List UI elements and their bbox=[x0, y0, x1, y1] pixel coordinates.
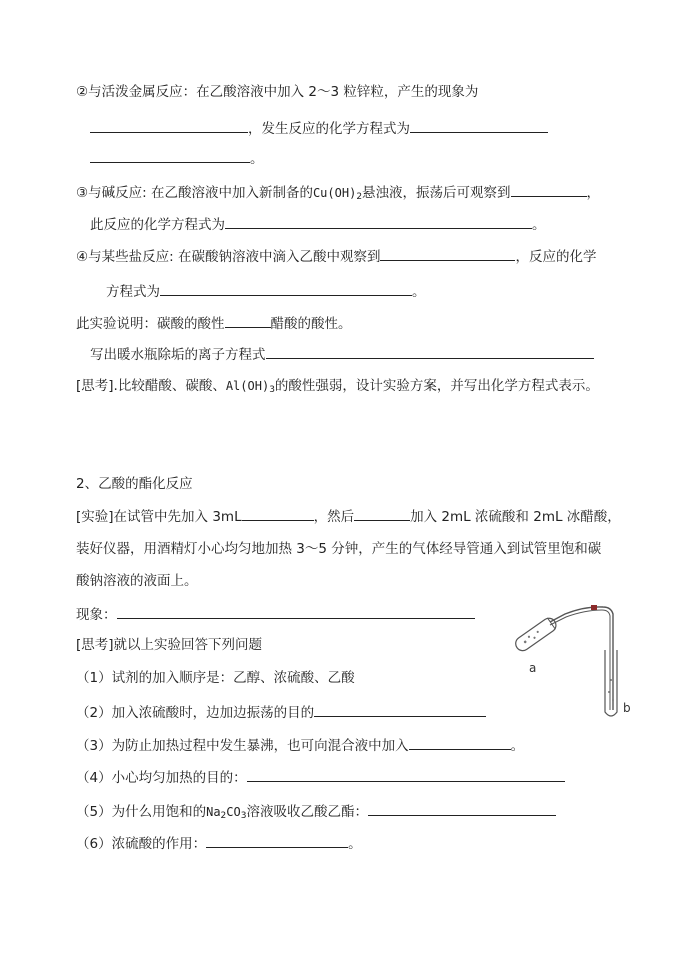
question-5-blank[interactable] bbox=[368, 801, 556, 816]
salt-observation-blank[interactable] bbox=[380, 246, 515, 261]
base-observation-blank[interactable] bbox=[511, 182, 587, 197]
question-2-blank[interactable] bbox=[314, 702, 486, 717]
label-b: b bbox=[623, 701, 631, 715]
question-3-text: （3）为防止加热过程中发生暴沸，也可向混合液中加入 bbox=[76, 738, 409, 754]
metal-equation-prompt: ，发生反应的化学方程式为 bbox=[248, 121, 410, 137]
base-reaction-line-2 bbox=[90, 214, 546, 235]
base-equation-prompt: 此反应的化学方程式为 bbox=[90, 217, 225, 233]
salt-equation-blank[interactable] bbox=[160, 281, 412, 296]
base-comma: ， bbox=[586, 185, 601, 201]
metal-end-period: 。 bbox=[250, 151, 264, 167]
experiment-line-2 bbox=[76, 539, 601, 559]
metal-reaction-text: ②与活泼金属反应：在乙酸溶液中加入 2～3 粒锌粒，产生的现象为 bbox=[76, 84, 479, 100]
base-period: 。 bbox=[532, 217, 546, 233]
descale-line bbox=[90, 344, 594, 365]
delivery-tube bbox=[550, 607, 613, 710]
experiment-text-4: 装好仪器，用酒精灯小心均匀地加热 3～5 分钟，产生的气体经导管通入到试管里饱和碳 bbox=[76, 541, 602, 557]
aloh3-subscript: 3 bbox=[269, 385, 275, 395]
question-2-text: （2）加入浓硫酸时，边加边振荡的目的 bbox=[76, 705, 315, 721]
salt-equation-prompt: ，反应的化学 bbox=[515, 249, 597, 265]
metal-reaction-line-1 bbox=[76, 82, 478, 102]
metal-reaction-line-3 bbox=[90, 148, 264, 169]
na-formula: Na bbox=[206, 805, 221, 819]
metal-phenomenon-blank[interactable] bbox=[90, 118, 248, 133]
cuoh2-formula: Cu(OH) bbox=[312, 186, 357, 200]
question-4-blank[interactable] bbox=[247, 767, 565, 782]
phenomenon-blank[interactable] bbox=[117, 604, 475, 619]
na-subscript: 2 bbox=[220, 811, 227, 821]
label-a: a bbox=[529, 661, 537, 675]
question-3-line bbox=[76, 735, 524, 756]
think-1-line bbox=[76, 376, 599, 400]
salt-equation-label: 方程式为 bbox=[106, 284, 160, 300]
question-4-line bbox=[76, 767, 565, 788]
salt-period: 。 bbox=[412, 284, 426, 300]
base-observe-text: 悬浊液，振荡后可观察到 bbox=[362, 185, 511, 201]
section-2-title-text: 2、乙酸的酯化反应 bbox=[76, 476, 193, 492]
question-5-text: （5）为什么用饱和的 bbox=[76, 804, 207, 820]
cuoh2-subscript: 2 bbox=[356, 192, 363, 202]
order-blank[interactable] bbox=[354, 506, 410, 521]
experiment-text-1: [实验]在试管中先加入 3mL bbox=[76, 509, 242, 525]
question-6-line bbox=[76, 833, 362, 854]
metal-reaction-line-2 bbox=[90, 118, 548, 139]
aloh3-formula: Al(OH) bbox=[225, 379, 270, 393]
metal-equation-blank-2[interactable] bbox=[90, 148, 250, 163]
base-reaction-line-1 bbox=[76, 182, 600, 207]
question-5-text-end: 溶液吸收乙酸乙酯： bbox=[246, 804, 368, 820]
co-formula: CO bbox=[226, 805, 241, 819]
think-1-text: [思考].比较醋酸、碳酸、 bbox=[76, 378, 226, 394]
think-1-text-end: 的酸性强弱，设计实验方案，并写出化学方程式表示。 bbox=[274, 378, 599, 394]
salt-reaction-text: ④与某些盐反应: 在碳酸钠溶液中滴入乙酸中观察到 bbox=[76, 249, 381, 265]
think-2-text: [思考]就以上实验回答下列问题 bbox=[76, 637, 263, 653]
think-2-line bbox=[76, 635, 262, 655]
descale-equation-blank[interactable] bbox=[266, 344, 594, 359]
question-6-period: 。 bbox=[348, 836, 362, 852]
question-6-blank[interactable] bbox=[206, 833, 348, 848]
descale-prompt: 写出暖水瓶除垢的离子方程式 bbox=[90, 347, 266, 363]
acidity-compare-blank[interactable] bbox=[225, 313, 271, 328]
question-2-line bbox=[76, 702, 486, 723]
experiment-line-1 bbox=[76, 506, 621, 527]
receiving-test-tube-b bbox=[605, 650, 617, 716]
question-1-text: （1）试剂的加入顺序是：乙醇、浓硫酸、乙酸 bbox=[76, 670, 355, 686]
experiment-text-2: ，然后 bbox=[313, 509, 355, 525]
experiment-text-3: 加入 2mL 浓硫酸和 2mL 冰醋酸， bbox=[410, 509, 621, 525]
question-3-period: 。 bbox=[510, 738, 525, 754]
section-2-title bbox=[76, 474, 193, 494]
first-reagent-blank[interactable] bbox=[242, 506, 314, 521]
salt-reaction-line-2 bbox=[106, 281, 426, 302]
phenomenon-label: 现象： bbox=[76, 607, 117, 623]
salt-reaction-line-1 bbox=[76, 246, 596, 267]
experiment-line-3 bbox=[76, 571, 198, 591]
experiment-text-5: 酸钠溶液的液面上。 bbox=[76, 573, 198, 589]
question-6-text: （6）浓硫酸的作用： bbox=[76, 836, 207, 852]
question-5-line bbox=[76, 801, 556, 826]
question-3-blank[interactable] bbox=[409, 735, 511, 750]
question-1-line bbox=[76, 668, 355, 688]
conclusion-line bbox=[76, 313, 352, 334]
base-equation-blank[interactable] bbox=[225, 214, 532, 229]
rubber-connector bbox=[591, 605, 597, 610]
esterification-apparatus-diagram bbox=[505, 600, 640, 725]
co3-subscript: 3 bbox=[240, 811, 247, 821]
question-4-text: （4）小心均匀加热的目的： bbox=[76, 770, 247, 786]
phenomenon-line bbox=[76, 604, 475, 625]
base-reaction-text: ③与碱反应: 在乙酸溶液中加入新制备的 bbox=[76, 185, 313, 201]
metal-equation-blank[interactable] bbox=[410, 118, 548, 133]
conclusion-end: 醋酸的酸性。 bbox=[270, 316, 352, 332]
conclusion-text: 此实验说明：碳酸的酸性 bbox=[76, 316, 225, 332]
